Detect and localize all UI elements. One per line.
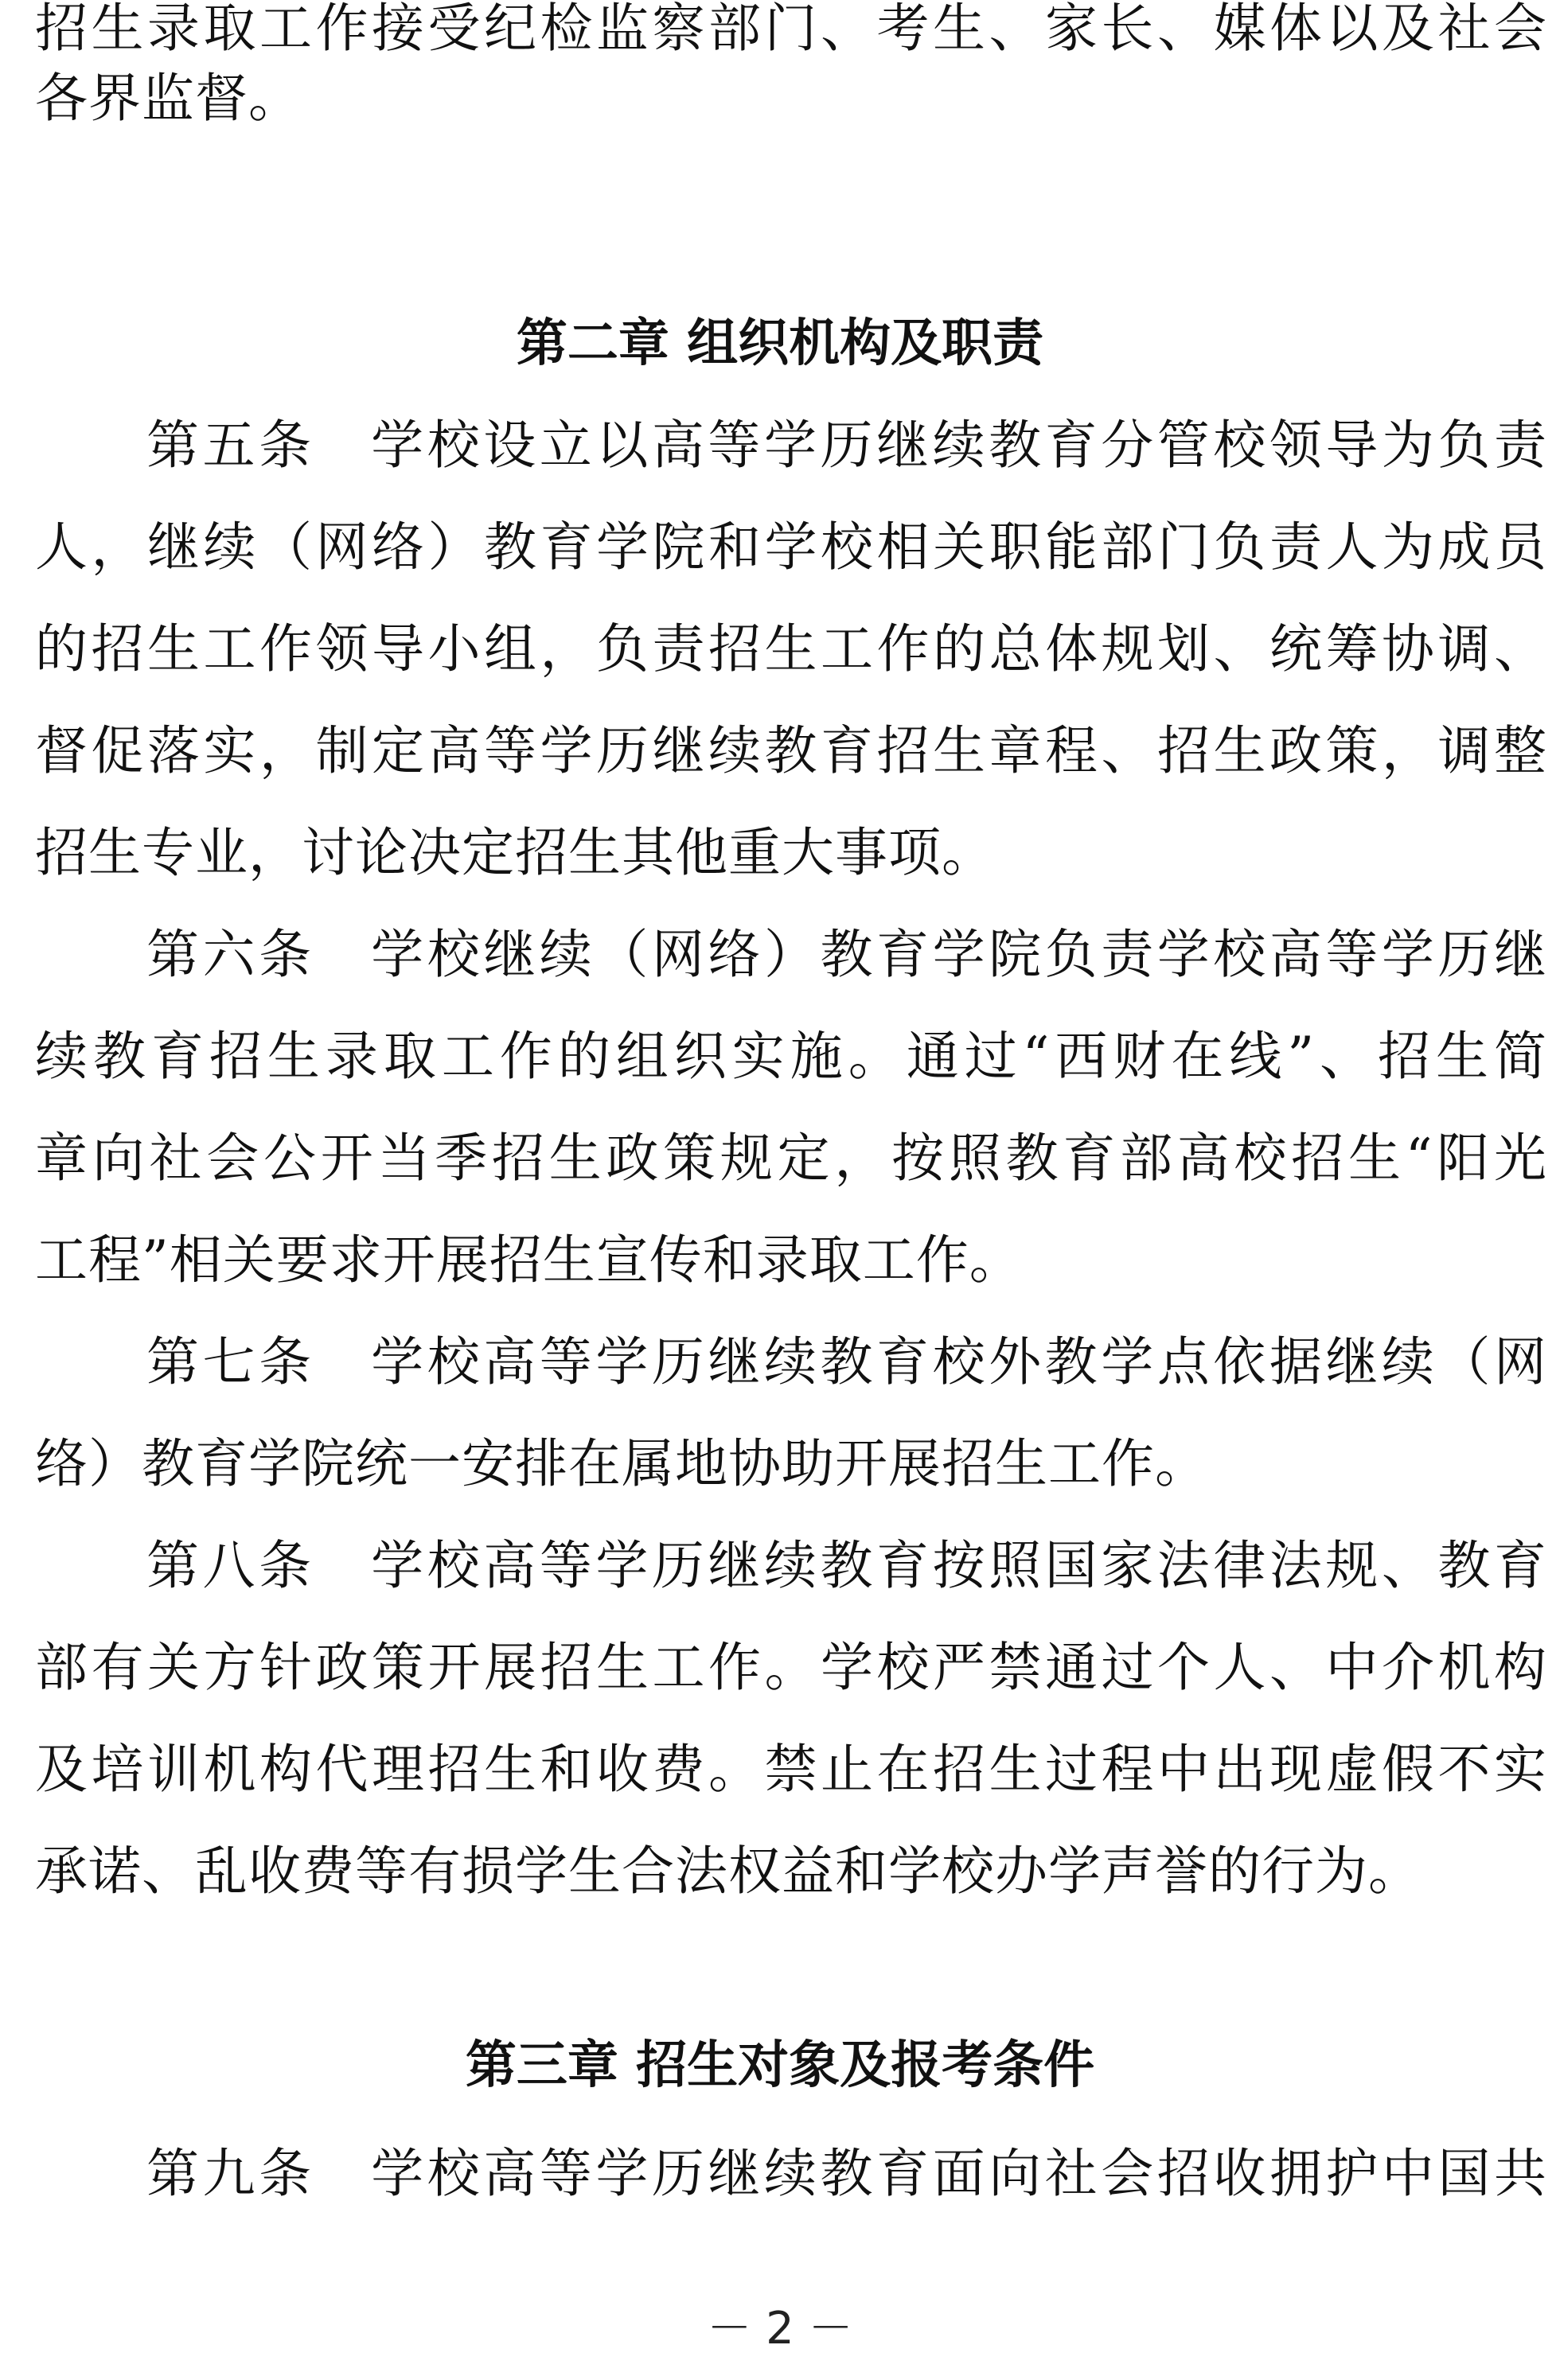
paragraph-line: 承诺、乱收费等有损学生合法权益和学校办学声誉的行为。: [35, 1841, 1422, 1902]
paragraph-line: 第九条 学校高等学历继续教育面向社会招收拥护中国共: [146, 2143, 1547, 2204]
page-number: － 2 －: [707, 2303, 853, 2355]
paragraph-line: 工程”相关要求开展招生宣传和录取工作。: [35, 1229, 1023, 1291]
paragraph-line: 招生录取工作接受纪检监察部门、考生、家长、媒体以及社会: [35, 0, 1547, 59]
paragraph-line: 及培训机构代理招生和收费。禁止在招生过程中出现虚假不实: [35, 1739, 1547, 1800]
paragraph-line: 招生专业，讨论决定招生其他重大事项。: [35, 822, 995, 883]
chapter-heading: 第二章 组织机构及职责: [516, 314, 1044, 373]
chapter-heading: 第三章 招生对象及报考条件: [465, 2036, 1095, 2095]
paragraph-line: 的招生工作领导小组，负责招生工作的总体规划、统筹协调、: [35, 618, 1547, 680]
paragraph-line: 续教育招生录取工作的组织实施。通过“西财在线”、招生简: [35, 1026, 1547, 1087]
paragraph-line: 第七条 学校高等学历继续教育校外教学点依据继续（网: [146, 1331, 1547, 1393]
paragraph-line: 络）教育学院统一安排在属地协助开展招生工作。: [35, 1433, 1208, 1494]
paragraph-line: 人，继续（网络）教育学院和学校相关职能部门负责人为成员: [35, 516, 1547, 578]
paragraph-line: 第八条 学校高等学历继续教育按照国家法律法规、教育: [146, 1535, 1547, 1596]
paragraph-line: 各界监督。: [35, 68, 302, 129]
paragraph-line: 第五条 学校设立以高等学历继续教育分管校领导为负责: [146, 415, 1547, 476]
paragraph-line: 章向社会公开当季招生政策规定，按照教育部高校招生“阳光: [35, 1128, 1547, 1189]
paragraph-line: 督促落实，制定高等学历继续教育招生章程、招生政策，调整: [35, 720, 1547, 781]
paragraph-line: 部有关方针政策开展招生工作。学校严禁通过个人、中介机构: [35, 1637, 1547, 1698]
paragraph-line: 第六条 学校继续（网络）教育学院负责学校高等学历继: [146, 924, 1547, 985]
